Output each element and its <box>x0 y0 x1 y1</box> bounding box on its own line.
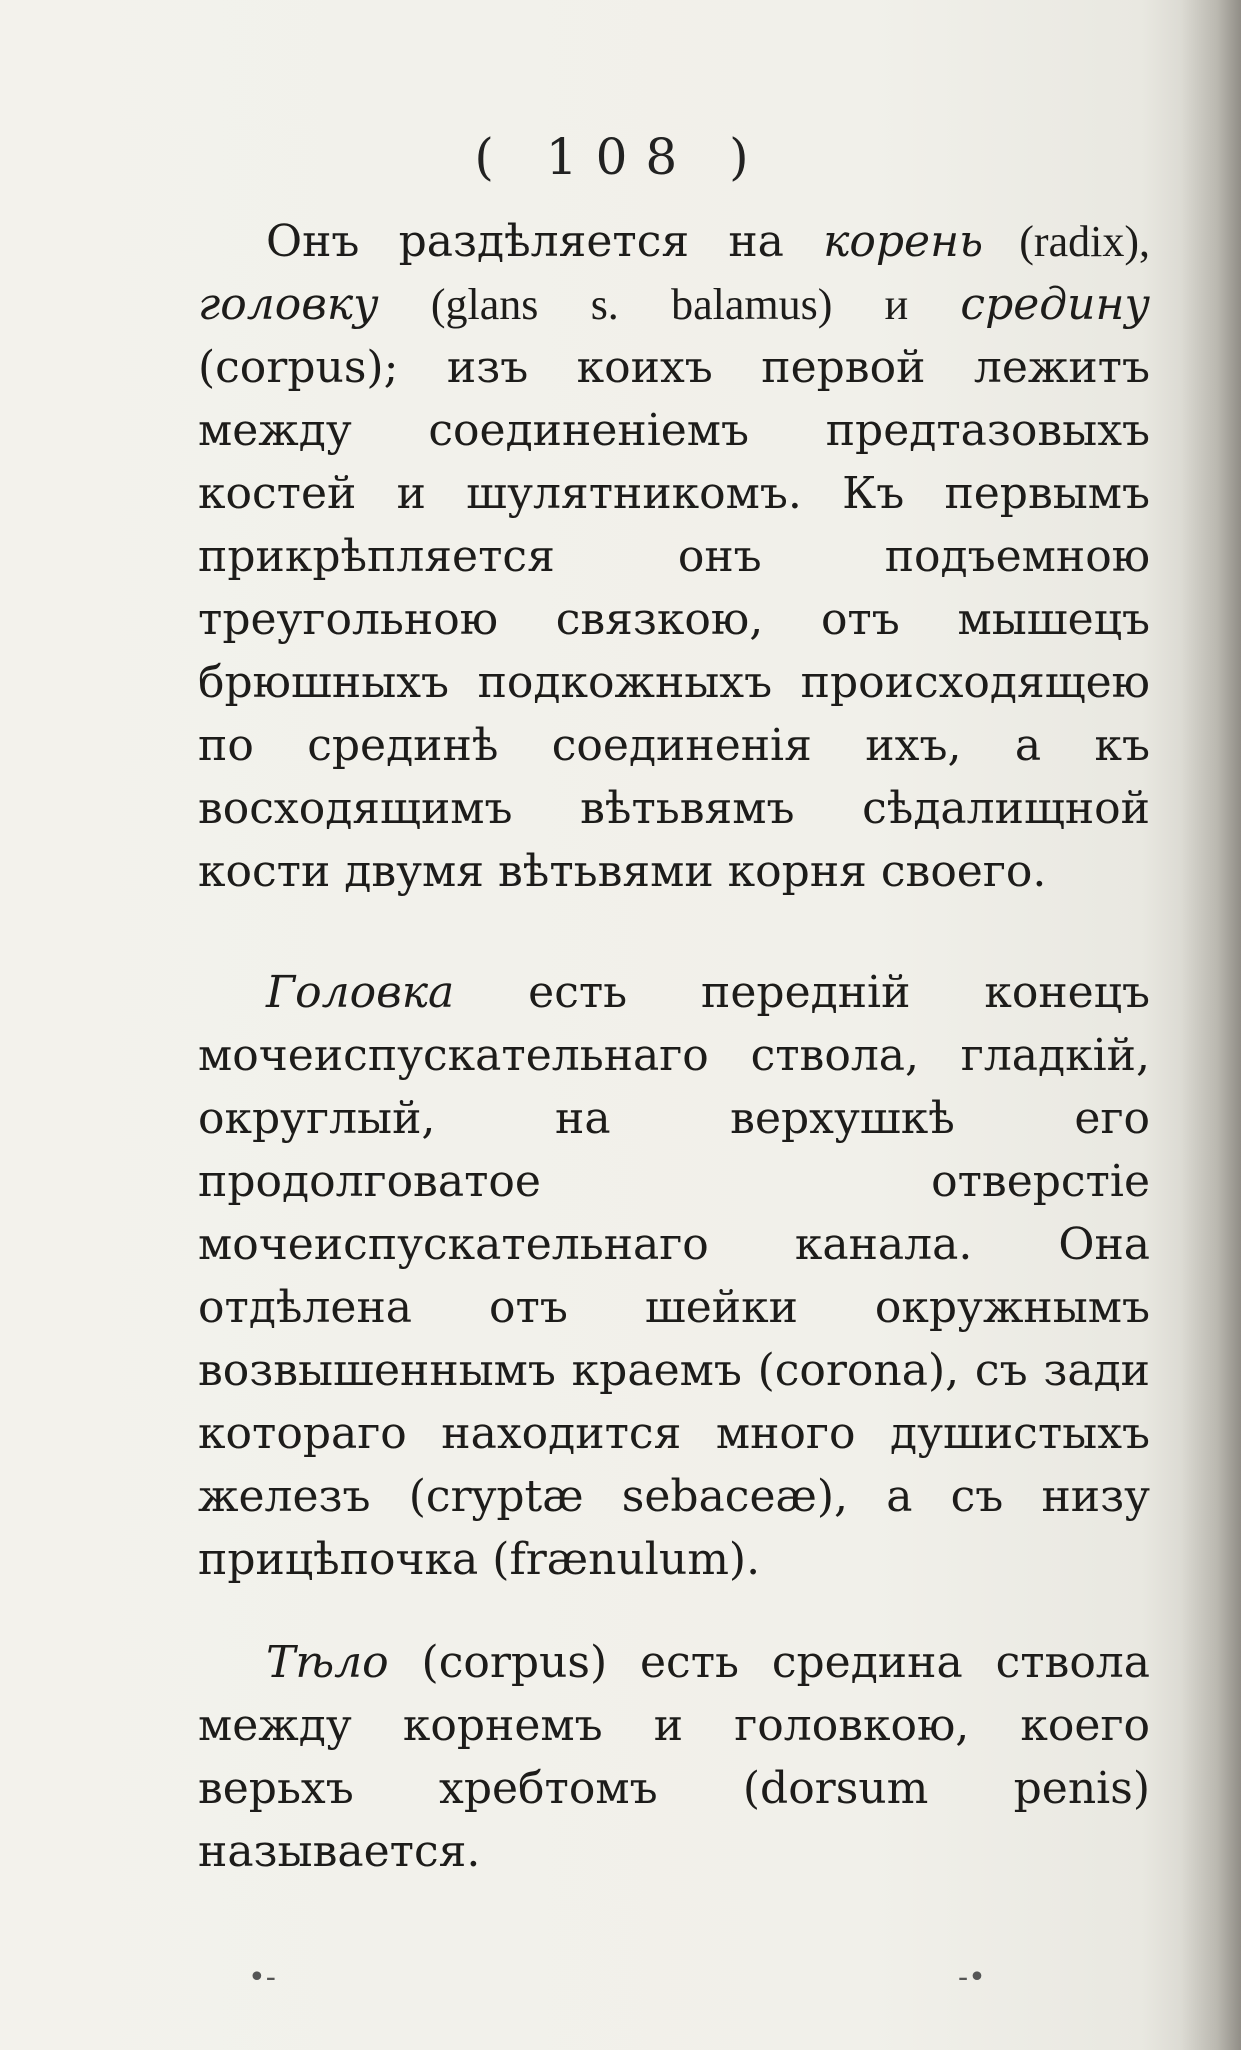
text-segment: (corpus); изъ коихъ первой лежитъ между соединенiемъ предтазовыхъ костей и шулятникомъ. Къ первымъ прикрѣпляется онъ подъемною треугольною связкою, отъ мышецъ брюшныхъ подкожныхъ происходящею по срединѣ соединенiя ихъ, а къ восходящимъ вѣтьвямъ сѣдалищной кости двумя вѣтьвями корня своего. <box>198 342 1150 897</box>
paragraph-glans-description <box>198 961 1150 1591</box>
text-segment: головку <box>198 279 379 330</box>
text-segment: Онъ раздѣляется на <box>266 216 824 267</box>
footer-mark-right: -• <box>958 1960 986 1995</box>
text-segment: (glans s. balamus) и <box>378 280 961 329</box>
text-segment: (radix), <box>983 217 1150 266</box>
text-segment: средину <box>960 279 1150 330</box>
text-segment: Головка <box>266 967 455 1018</box>
text-segment: есть переднiй конецъ мочеиспускательнаго ствола, гладкiй, округлый, на верхушкѣ его продолговатое отверстiе мочеиспускательнаго канала. Она отдѣлена отъ шейки окружнымъ возвышеннымъ краемъ (corona), съ зади котораго находится много душистыхъ железъ (cryptæ sebaceæ), а съ низу прицѣпочка (frænulum). <box>198 967 1150 1585</box>
footer-mark-left: •- <box>248 1960 276 1995</box>
text-segment: Тѣло <box>266 1637 389 1688</box>
footer-marks <box>0 1960 1241 1995</box>
page-body-text <box>198 210 1150 1883</box>
text-segment: (corpus) есть средина ствола между корнемъ и головкою, коего верьхъ хребтомъ (dorsum penis) называется. <box>198 1637 1150 1877</box>
paragraph-body-description <box>198 1631 1150 1883</box>
paragraph-root-description <box>198 210 1150 903</box>
page-edge-shadow <box>1181 0 1241 2050</box>
page-number: ( 108 ) <box>474 128 767 186</box>
text-segment: корень <box>823 216 984 267</box>
